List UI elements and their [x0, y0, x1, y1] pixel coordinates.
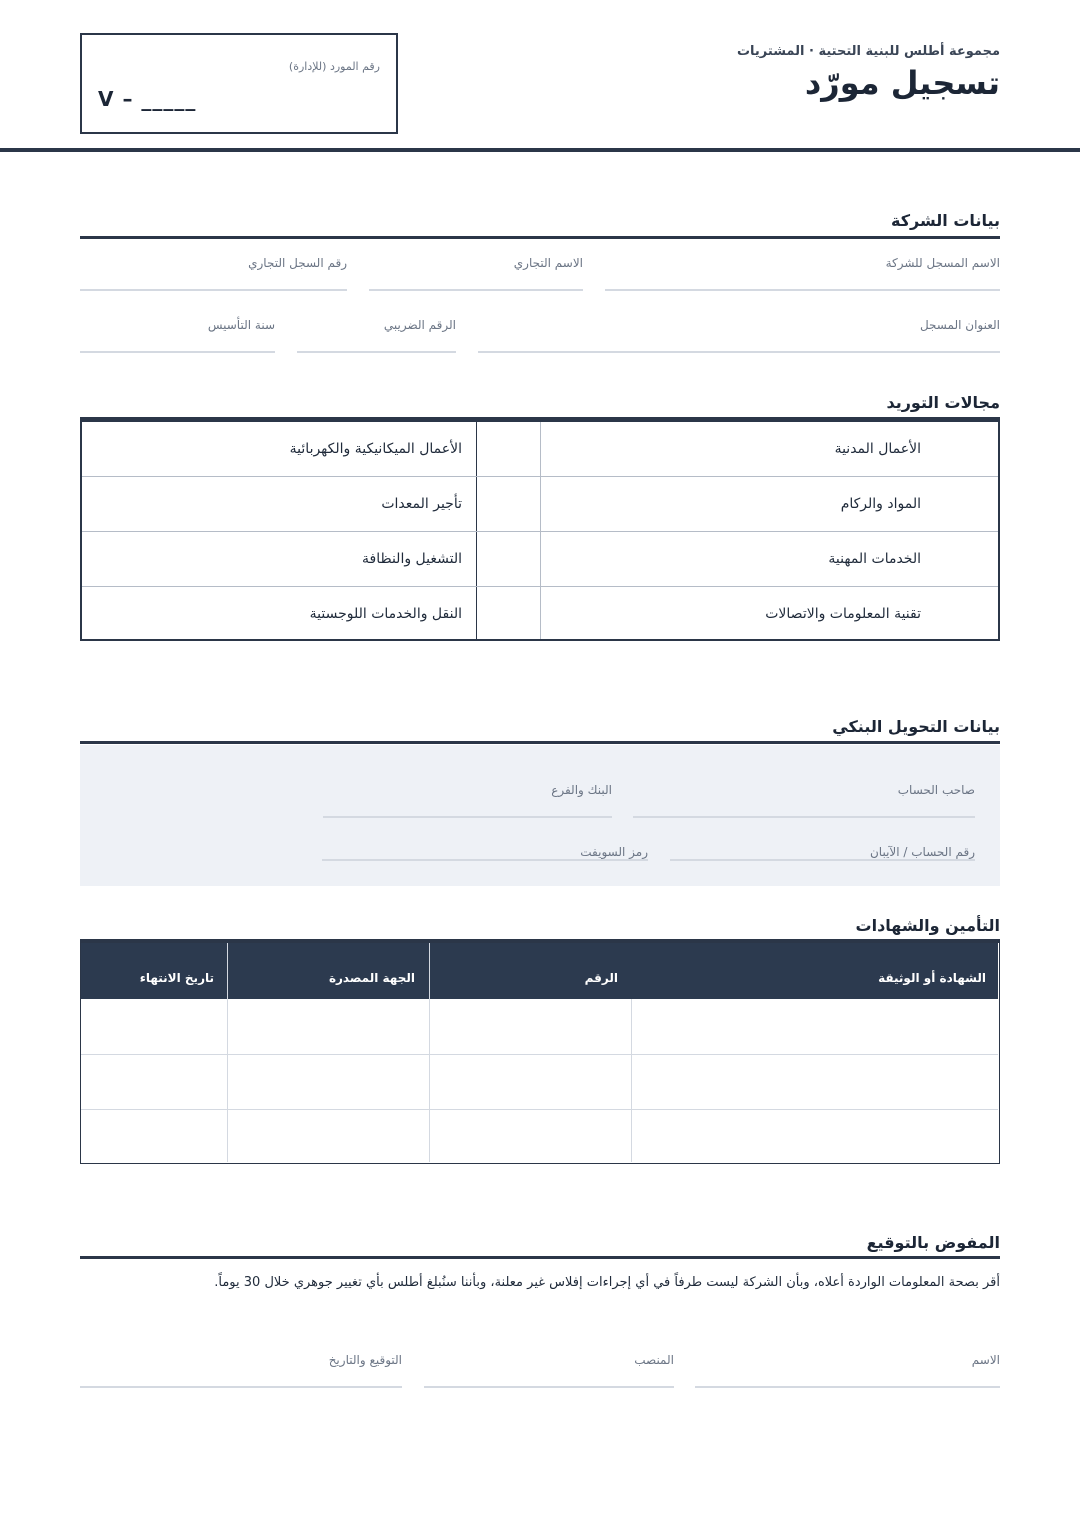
account-holder-field[interactable]: [633, 783, 975, 818]
year-founded-field[interactable]: [80, 318, 275, 353]
table-divider: [631, 999, 632, 1162]
swift-label: رمز السويفت: [580, 845, 648, 859]
signature-date-label: التوقيع والتاريخ: [328, 1353, 402, 1367]
insurance-section-title: التأمين والشهادات: [855, 916, 1000, 935]
table-row-divider: [81, 1109, 998, 1110]
registered-address-field[interactable]: [478, 318, 1000, 353]
supply-option-logistics[interactable]: النقل والخدمات اللوجستية: [309, 606, 462, 622]
signatory-position-label: المنصب: [634, 1353, 674, 1367]
tax-number-label: الرقم الضريبي: [383, 318, 456, 332]
supply-option-mep[interactable]: الأعمال الميكانيكية والكهربائية: [289, 441, 462, 457]
bank-branch-field[interactable]: [323, 783, 612, 818]
insurance-table-header: [81, 943, 998, 999]
account-iban-field[interactable]: [670, 845, 975, 861]
cr-number-field[interactable]: [80, 256, 347, 291]
trade-name-field[interactable]: [369, 256, 583, 291]
vendor-id-label: رقم المورد (للإدارة): [288, 60, 380, 73]
supply-option-civil[interactable]: الأعمال المدنية: [834, 441, 921, 457]
page-title: تسجيل مورّد: [804, 64, 1000, 102]
table-divider: [429, 943, 430, 1162]
registered-address-label: العنوان المسجل: [919, 318, 1000, 332]
cr-number-label: رقم السجل التجاري: [248, 256, 347, 270]
col-issuer: الجهة المصدرة: [328, 971, 415, 985]
supply-option-materials[interactable]: المواد والركام: [840, 496, 921, 512]
supply-option-operations[interactable]: التشغيل والنظافة: [362, 551, 462, 567]
signatory-section-title: المفوض بالتوقيع: [866, 1233, 1000, 1252]
signatory-position-field[interactable]: [424, 1353, 674, 1388]
signatory-section-rule: [80, 1256, 1000, 1259]
supply-areas-grid: [80, 420, 1000, 641]
supply-option-ict[interactable]: تقنية المعلومات والاتصالات: [765, 606, 921, 622]
account-iban-label: رقم الحساب / الآيبان: [869, 845, 975, 859]
registered-name-field[interactable]: [605, 256, 1000, 291]
col-number: الرقم: [584, 971, 618, 985]
table-divider: [227, 943, 228, 1162]
swift-field[interactable]: [322, 845, 648, 861]
supply-row: [82, 532, 998, 587]
bank-section-rule: [80, 741, 1000, 744]
signature-date-field[interactable]: [80, 1353, 402, 1388]
declaration-text: أقر بصحة المعلومات الواردة أعلاه، وبأن الشركة ليست طرفاً في أي إجراءات إفلاس غير معلنة، وبأننا سنُبلغ أطلس بأي تغيير جوهري خلال 30 يوماً.: [214, 1275, 1000, 1290]
company-section-title: بيانات الشركة: [891, 211, 1000, 230]
table-row-divider: [81, 1054, 998, 1055]
page-header: [0, 0, 1080, 152]
tax-number-field[interactable]: [297, 318, 456, 353]
company-section-rule: [80, 236, 1000, 239]
vendor-id-value: V – _____: [98, 87, 197, 111]
col-expiry: تاريخ الانتهاء: [139, 971, 214, 985]
bank-branch-label: البنك والفرع: [551, 783, 612, 797]
vendor-id-box[interactable]: [80, 33, 398, 134]
signatory-name-label: الاسم: [971, 1353, 1000, 1367]
supply-option-professional[interactable]: الخدمات المهنية: [828, 551, 921, 567]
year-founded-label: سنة التأسيس: [207, 318, 275, 332]
signatory-name-field[interactable]: [695, 1353, 1000, 1388]
supply-option-equipment-hire[interactable]: تأجير المعدات: [381, 496, 462, 512]
supply-row: [82, 477, 998, 532]
supply-row: [82, 422, 998, 477]
trade-name-label: الاسم التجاري: [513, 256, 583, 270]
supply-row: [82, 587, 998, 642]
account-holder-label: صاحب الحساب: [897, 783, 975, 797]
bank-section-title: بيانات التحويل البنكي: [832, 717, 1000, 736]
org-line: مجموعة أطلس للبنية التحتية · المشتريات: [736, 44, 1000, 59]
supply-section-title: مجالات التوريد: [886, 393, 1000, 412]
registered-name-label: الاسم المسجل للشركة: [885, 256, 1000, 270]
insurance-table: [80, 942, 1000, 1164]
col-certificate: الشهادة أو الوثيقة: [878, 971, 986, 985]
